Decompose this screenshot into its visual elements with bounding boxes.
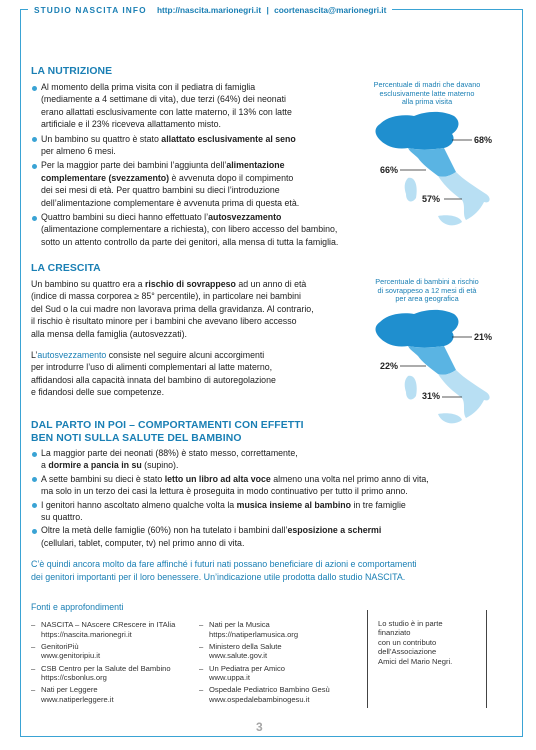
text-segment: artificiale e il 23% riceveva allattamento misto. bbox=[41, 119, 221, 130]
text-segment: (mediamente a 4 settimane di vita), due terzi (64%) dei neonati bbox=[41, 94, 286, 105]
text-line bbox=[41, 118, 361, 130]
growth-title: LA CRESCITA bbox=[31, 263, 101, 274]
email-link[interactable]: coortenascita@marionegri.it bbox=[274, 5, 387, 15]
highlight-text: autosvezzamento bbox=[37, 350, 107, 360]
nutrition-title: LA NUTRIZIONE bbox=[31, 66, 113, 77]
text-segment: La maggior parte dei neonati (88%) è stato messo, correttamente, bbox=[41, 448, 298, 458]
bold-text: allattato esclusivamente al seno bbox=[161, 133, 296, 144]
growth-south-value: 31% bbox=[422, 391, 441, 401]
text-segment: Per la maggior parte dei bambini l’aggiunta dell’ bbox=[41, 160, 227, 171]
nutrition-north-value: 68% bbox=[474, 135, 493, 145]
text-line bbox=[41, 511, 501, 523]
text-line bbox=[41, 524, 501, 536]
text-line bbox=[41, 485, 501, 497]
birth-list bbox=[31, 447, 501, 549]
text-segment: erano allattati esclusivamente con latte materno, il 13% con latte bbox=[41, 106, 292, 117]
source-name: CSB Centro per la Salute del Bambino bbox=[41, 663, 171, 673]
source-name: Ministero della Salute bbox=[209, 641, 282, 651]
bullet-item bbox=[31, 81, 361, 131]
text-segment: (cellulari, tablet, computer, tv) nel primo anno di vita. bbox=[41, 537, 245, 548]
text-segment: affidandosi alla capacità innata del bambino di autoregolazione bbox=[31, 374, 276, 385]
text-line bbox=[31, 361, 361, 373]
growth-north-value: 21% bbox=[474, 332, 493, 342]
text-segment: dell’alimentazione complementare è avvenuta prima di questa età. bbox=[41, 197, 300, 208]
text-line bbox=[31, 386, 361, 398]
text-segment: Oltre la metà delle famiglie (60%) non ha tutelato i bambini dall’ bbox=[41, 525, 288, 536]
text-line bbox=[31, 290, 361, 302]
map-region-north bbox=[376, 310, 459, 348]
text-line bbox=[41, 499, 501, 511]
text-line bbox=[41, 211, 361, 223]
bold-text: complementare (svezzamento) bbox=[41, 172, 170, 183]
text-segment: consiste nel seguire alcuni accorgimenti bbox=[106, 350, 265, 360]
growth-italy-map bbox=[366, 306, 516, 426]
source-url[interactable]: www.salute.gov.it bbox=[209, 651, 268, 661]
text-segment: A sette bambini su dieci è stato bbox=[41, 473, 165, 484]
text-line bbox=[41, 93, 361, 105]
source-url[interactable]: https://natiperlamusica.org bbox=[209, 629, 299, 639]
text-line bbox=[41, 159, 361, 171]
text-line bbox=[31, 315, 361, 327]
nutrition-map-caption: Percentuale di madri che davano esclusivamente latte materno alla prima visita bbox=[373, 80, 481, 107]
bullet-item bbox=[31, 447, 501, 472]
text-line bbox=[41, 106, 361, 118]
source-item bbox=[31, 685, 175, 704]
source-url[interactable]: www.natiperleggere.it bbox=[41, 694, 114, 704]
text-line bbox=[31, 278, 361, 290]
source-item bbox=[199, 620, 330, 639]
source-item bbox=[31, 620, 175, 639]
text-segment: (alimentazione complementare a richiesta), con libero accesso del bambino, bbox=[41, 224, 338, 235]
nutrition-south-value: 57% bbox=[422, 194, 441, 204]
source-name: GenitoriPiù bbox=[41, 641, 79, 651]
text-segment: e fidandosi delle sue competenze. bbox=[31, 387, 165, 398]
bullet-item bbox=[31, 211, 361, 248]
text-line bbox=[41, 223, 361, 235]
website-link[interactable]: http://nascita.marionegri.it bbox=[156, 5, 262, 15]
conclusion-text: C’è quindi ancora molto da fare affinché i futuri nati possano beneficiare di azioni e comportamenti dei genitori importanti per il loro benessere. Un’indicazione utile prodotta dallo studio NASCITA. bbox=[31, 559, 417, 582]
map-region-south bbox=[438, 172, 490, 220]
text-segment: sotto un attento controllo da parte dei genitori, alla mensa di tutta la famiglia. bbox=[41, 236, 339, 247]
bold-text: alimentazione bbox=[226, 160, 285, 171]
dash-bullet: – bbox=[31, 641, 36, 651]
bold-text: autosvezzamento bbox=[208, 212, 282, 223]
text-segment: L’ bbox=[31, 350, 38, 360]
map-region-center bbox=[408, 148, 456, 177]
source-name: Ospedale Pediatrico Bambino Gesù bbox=[209, 685, 330, 695]
text-segment: Quattro bambini su dieci hanno effettuato l’ bbox=[41, 212, 209, 223]
source-url[interactable]: https://csbonlus.org bbox=[41, 673, 107, 683]
dash-bullet: – bbox=[199, 641, 204, 651]
page-number: 3 bbox=[256, 720, 263, 734]
text-segment: I genitori hanno ascoltato almeno qualche volta la bbox=[41, 499, 237, 510]
text-segment: (supino). bbox=[141, 460, 179, 471]
text-segment: a bbox=[41, 460, 49, 471]
text-segment: Al momento della prima visita con il pediatra di famiglia bbox=[41, 82, 256, 92]
bullet-item bbox=[31, 499, 501, 524]
text-segment: è avvenuta dopo il compimento bbox=[169, 172, 294, 183]
text-segment: il rischio è risultato minore per i bambini che avevano libero accesso bbox=[31, 316, 297, 327]
bullet-item bbox=[31, 133, 361, 158]
source-name: Un Pediatra per Amico bbox=[209, 663, 285, 673]
text-segment: Un bambino su quattro era a bbox=[31, 279, 145, 289]
text-segment: per almeno 6 mesi. bbox=[41, 146, 116, 157]
sources-column-2 bbox=[199, 620, 330, 707]
text-line bbox=[41, 459, 501, 471]
text-line bbox=[41, 537, 501, 549]
text-segment: per introdurre l’uso di alimenti complementari al latte materno, bbox=[31, 362, 273, 373]
bullet-item bbox=[31, 159, 361, 209]
dash-bullet: – bbox=[199, 685, 204, 695]
dash-bullet: – bbox=[199, 620, 204, 629]
text-segment: alla mensa della famiglia (autosvezzati). bbox=[31, 328, 187, 339]
text-line bbox=[41, 197, 361, 209]
sources-column-1 bbox=[31, 620, 175, 707]
text-line bbox=[41, 236, 361, 248]
source-item bbox=[199, 664, 330, 683]
growth-map-caption: Percentuale di bambini a rischio di sovrappeso a 12 mesi di età per area geografica bbox=[375, 277, 479, 304]
source-item bbox=[199, 685, 330, 704]
source-url[interactable]: https://nascita.marionegri.it bbox=[41, 629, 132, 639]
nutrition-list bbox=[31, 81, 361, 248]
text-segment: su quattro. bbox=[41, 512, 83, 523]
text-line bbox=[41, 473, 501, 485]
brand-name: STUDIO NASCITA INFO bbox=[34, 5, 147, 15]
source-url[interactable]: www.genitoripiu.it bbox=[41, 651, 101, 661]
dash-bullet: – bbox=[199, 663, 204, 673]
text-segment: del Sud o la cui madre non lavorava prima della gravidanza. Al contrario, bbox=[31, 303, 314, 314]
text-line bbox=[31, 328, 361, 340]
source-name: NASCITA – NAscere CRescere in ITAlia bbox=[41, 620, 176, 629]
source-item bbox=[31, 642, 175, 661]
bold-text: rischio di sovrappeso bbox=[144, 279, 236, 289]
text-line bbox=[31, 349, 361, 361]
growth-paragraph-2 bbox=[31, 349, 361, 399]
text-segment: dei sei mesi di età. Per quattro bambini su dieci l’introduzione bbox=[41, 185, 280, 196]
growth-center-value: 22% bbox=[380, 361, 399, 371]
page-header bbox=[28, 3, 392, 17]
source-item bbox=[31, 664, 175, 683]
text-segment: Un bambino su quattro è stato bbox=[41, 133, 162, 144]
map-region-south bbox=[438, 370, 490, 418]
text-segment: almeno una volta nel primo anno di vita, bbox=[270, 473, 429, 484]
dash-bullet: – bbox=[31, 620, 36, 629]
text-line bbox=[41, 447, 501, 459]
source-name: Nati per Leggere bbox=[41, 685, 98, 695]
bold-text: letto un libro ad alta voce bbox=[164, 473, 271, 484]
source-url[interactable]: www.ospedalebambinogesu.it bbox=[209, 694, 310, 704]
bold-text: musica insieme al bambino bbox=[236, 499, 352, 510]
nutrition-italy-map bbox=[366, 108, 516, 228]
text-line bbox=[41, 184, 361, 196]
birth-title: DAL PARTO IN POI – COMPORTAMENTI CON EFFETTI BEN NOTI SULLA SALUTE DEL BAMBINO bbox=[31, 420, 304, 444]
text-segment: in tre famiglie bbox=[351, 499, 406, 510]
source-item bbox=[199, 642, 330, 661]
text-line bbox=[31, 374, 361, 386]
sources-title: Fonti e approfondimenti bbox=[31, 602, 124, 612]
text-line bbox=[41, 133, 361, 145]
header-separator: | bbox=[266, 5, 269, 15]
text-line bbox=[31, 303, 361, 315]
bullet-item bbox=[31, 473, 501, 498]
dash-bullet: – bbox=[31, 685, 36, 695]
source-url[interactable]: www.uppa.it bbox=[209, 673, 250, 683]
text-line bbox=[41, 81, 361, 93]
map-region-north bbox=[376, 112, 459, 150]
source-name: Nati per la Musica bbox=[209, 620, 270, 629]
text-segment: ad un anno di età bbox=[235, 279, 307, 289]
nutrition-center-value: 66% bbox=[380, 165, 399, 175]
bullet-item bbox=[31, 524, 501, 549]
text-line bbox=[41, 172, 361, 184]
text-segment: ma solo in un terzo dei casi la lettura è proseguita in modo continuativo per tutto il primo anno. bbox=[41, 486, 408, 497]
text-line bbox=[41, 145, 361, 157]
map-region-center bbox=[408, 346, 456, 375]
bold-text: esposizione a schermi bbox=[287, 525, 382, 536]
growth-paragraph-1 bbox=[31, 278, 361, 340]
text-segment: (indice di massa corporea ≥ 85° percentile), in particolare nei bambini bbox=[31, 291, 301, 302]
dash-bullet: – bbox=[31, 663, 36, 673]
funding-note: Lo studio è in parte finanziato con un contributo dell’Associazione Amici del Mario Negri. bbox=[367, 610, 487, 708]
bold-text: dormire a pancia in su bbox=[48, 460, 142, 471]
